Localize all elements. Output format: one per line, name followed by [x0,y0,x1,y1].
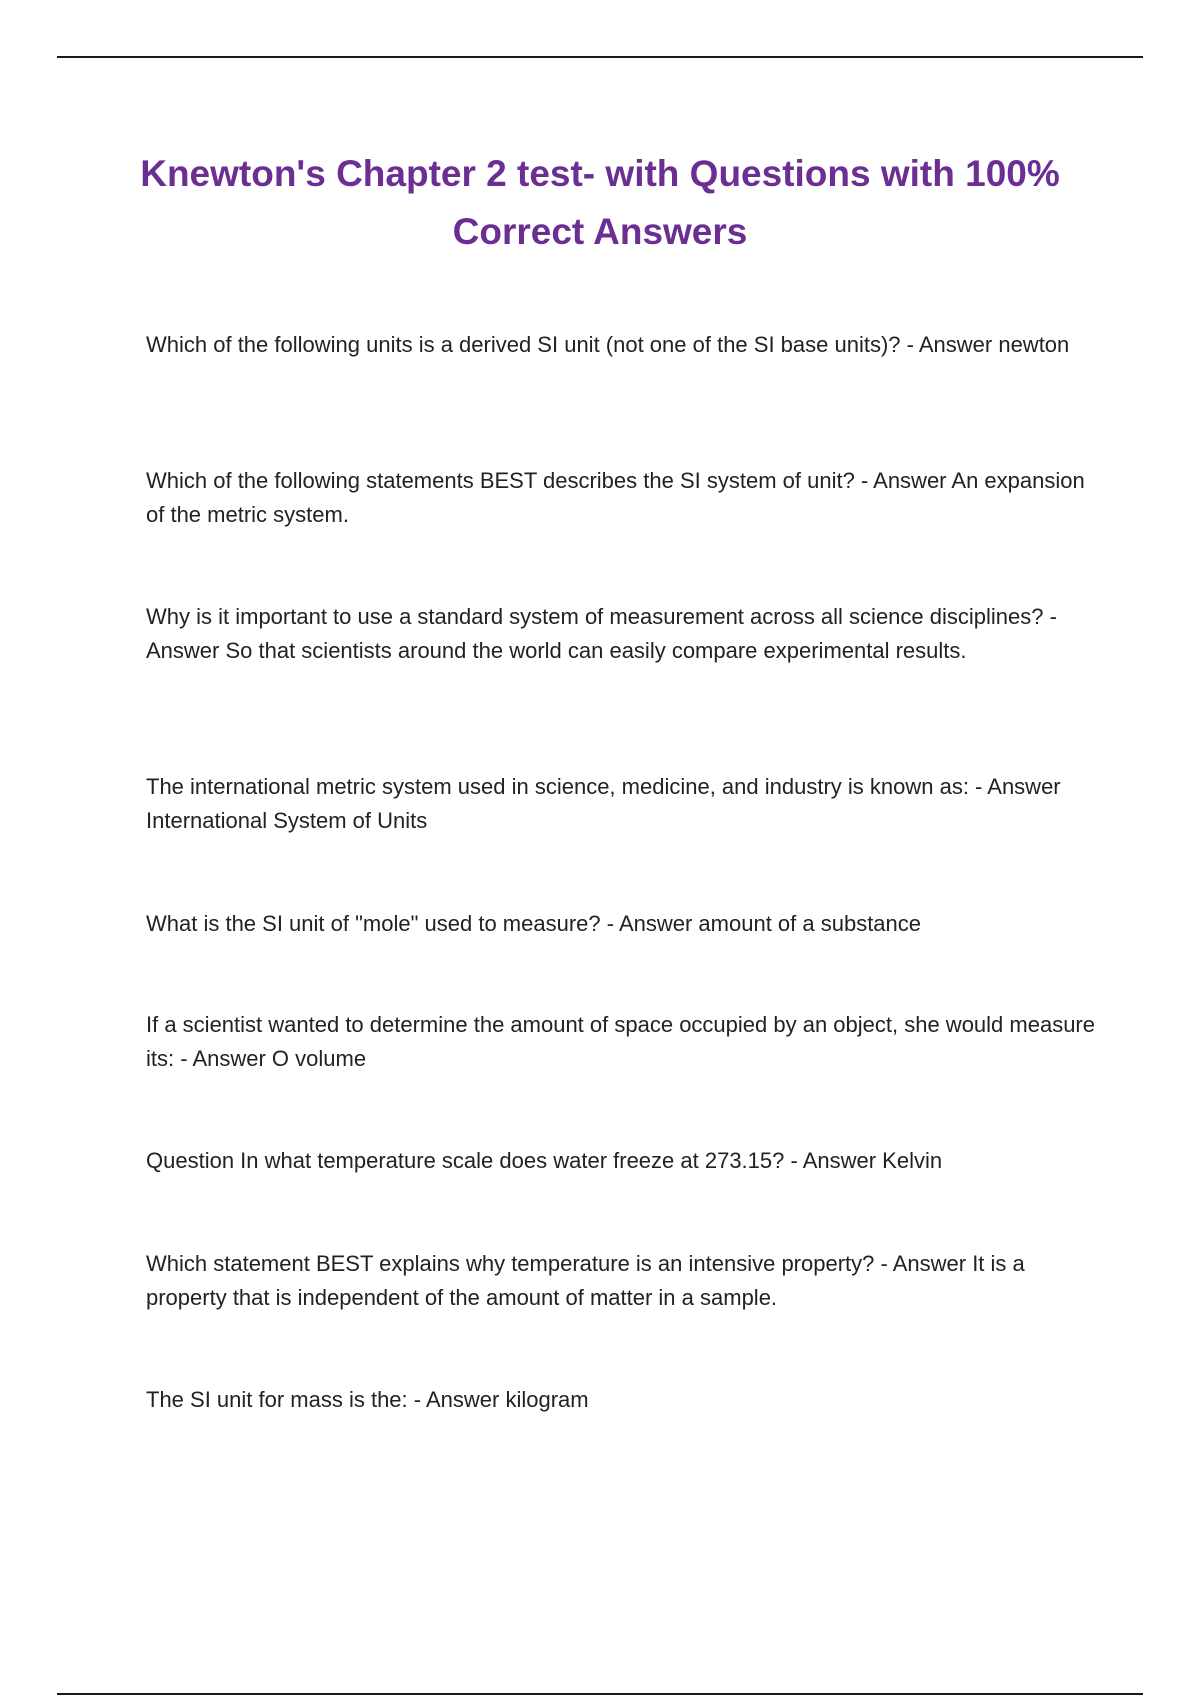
qa-item: Question In what temperature scale does water freeze at 273.15? - Answer Kelvin [146,1148,943,1173]
qa-item: What is the SI unit of "mole" used to measure? - Answer amount of a substance [146,911,922,936]
qa-item: Which statement BEST explains why temperature is an intensive property? - Answer It is a property that is independent of the amount of matter in a sample. [146,1251,1025,1310]
bottom-rule [57,1693,1143,1695]
qa-item: Which of the following units is a derived SI unit (not one of the SI base units)? - Answer newton [146,332,1070,357]
qa-list [146,0,1096,1600]
qa-item: If a scientist wanted to determine the amount of space occupied by an object, she would measure its: - Answer O volume [146,1012,1095,1071]
qa-item: Which of the following statements BEST describes the SI system of unit? - Answer An expansion of the metric system. [146,468,1085,527]
qa-item: The SI unit for mass is the: - Answer kilogram [146,1387,589,1412]
qa-item: Why is it important to use a standard system of measurement across all science disciplines? - Answer So that scientists around the world can easily compare experimental results. [146,604,1057,663]
document-title: Knewton's Chapter 2 test- with Questions with 100% Correct Answers [140,153,1060,252]
qa-item: The international metric system used in science, medicine, and industry is known as: - Answer International System of Units [146,774,1061,833]
